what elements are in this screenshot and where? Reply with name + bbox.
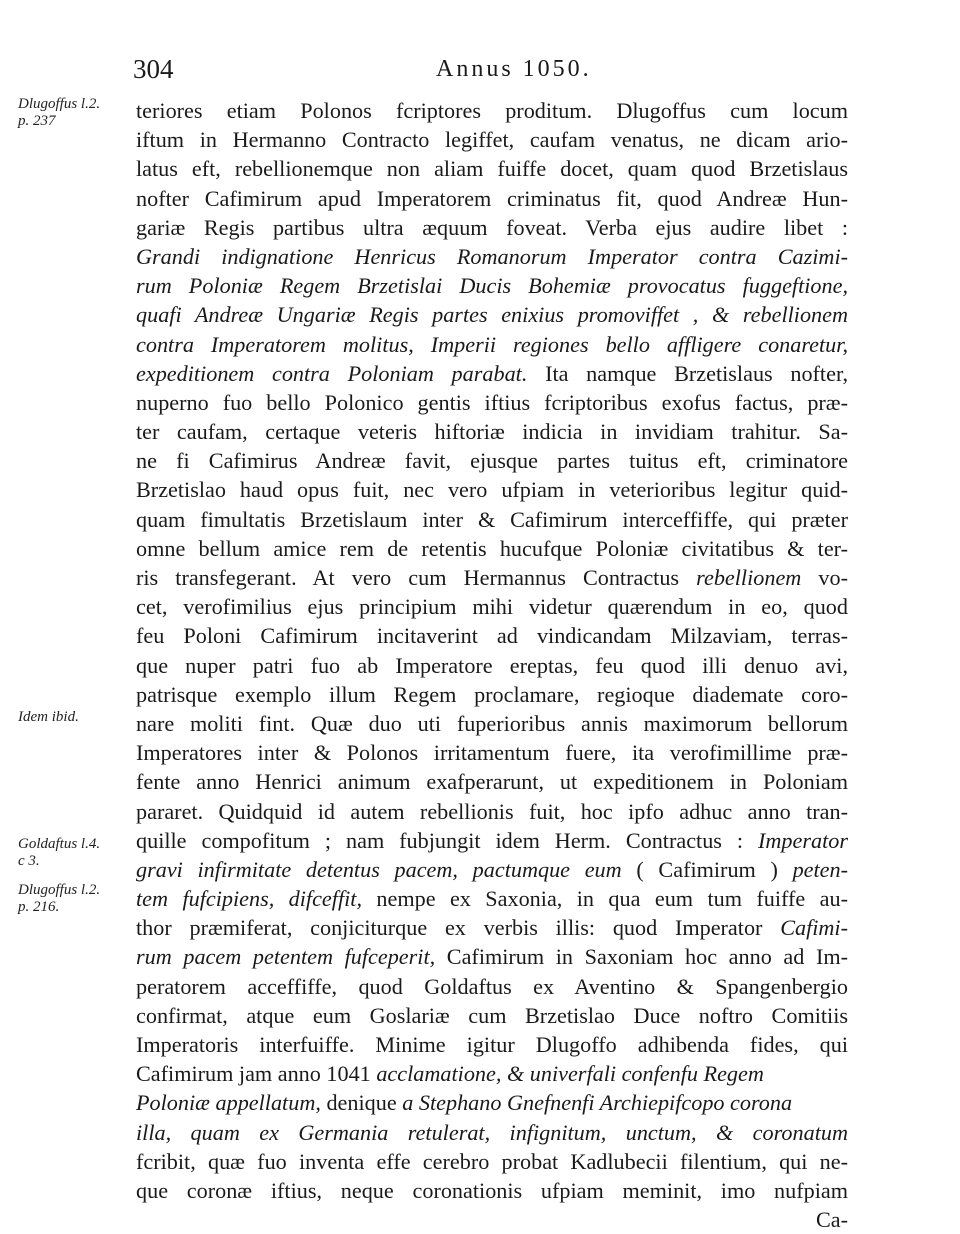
text-line xyxy=(136,184,848,213)
text-span: Ca- xyxy=(815,1207,848,1233)
italic-text: contra Imperatorem molitus, Imperii regiones bello affligere conaretur, xyxy=(136,331,848,357)
text-line xyxy=(136,884,848,913)
text-line xyxy=(136,1088,848,1117)
text-span: thor præmiferat, conjiciturque ex verbis illis: quod Imperator xyxy=(136,915,781,941)
italic-text: expeditionem contra Poloniam parabat. xyxy=(136,360,528,386)
text-span: nempe ex Saxonia, in qua eum tum fuiffe au- xyxy=(362,886,848,912)
text-line xyxy=(136,942,848,971)
text-span: confirmat, atque eum Goslariæ cum Brzetislao Duce noftro Comitiis xyxy=(136,1002,848,1028)
text-line xyxy=(136,242,848,271)
text-span: Imperatoris interfuiffe. Minime igitur Dlugoffo adhibenda fides, qui xyxy=(136,1032,848,1057)
text-line xyxy=(136,359,848,388)
text-line xyxy=(136,563,848,592)
page-number: 304 xyxy=(133,54,174,84)
italic-text: tem fufcipiens, difceffit, xyxy=(136,886,362,912)
italic-text: acclamatione, & univerfali confenfu Regem xyxy=(376,1061,764,1087)
text-line xyxy=(136,651,848,680)
text-span: cet, verofimilius ejus principium mihi videtur quærendum in eo, quod xyxy=(136,594,848,620)
text-line xyxy=(136,1030,848,1059)
italic-text: Poloniæ appellatum xyxy=(136,1090,316,1116)
text-line xyxy=(136,767,848,796)
text-span: ter caufam, certaque veteris hiftoriæ indicia in invidiam trahitur. Sa- xyxy=(136,419,848,445)
text-line xyxy=(136,505,848,534)
text-line xyxy=(136,621,848,650)
text-line xyxy=(136,913,848,942)
margin-note-line: Goldaftus l.4. xyxy=(18,836,101,852)
text-line xyxy=(136,1205,848,1234)
italic-text: Imperator xyxy=(758,827,848,853)
text-line xyxy=(136,1001,848,1030)
italic-text: Grandi indignatione Henricus Romanorum Imperator contra Cazimi- xyxy=(136,243,848,269)
text-line xyxy=(136,96,848,125)
italic-text: rum pacem petentem fufceperit, xyxy=(136,944,436,970)
text-span: nofter Cafimirum apud Imperatorem criminatus fit, quod Andreæ Hun- xyxy=(136,185,848,211)
text-span: que coronæ iftius, neque coronationis ufpiam meminit, imo nufpiam xyxy=(136,1177,848,1203)
text-line xyxy=(136,1147,848,1176)
text-span: peratorem acceffiffe, quod Goldaftus ex Aventino & Spangenbergio xyxy=(136,973,848,999)
margin-note-line: c 3. xyxy=(18,853,40,869)
text-line xyxy=(136,388,848,417)
running-title: Annus 1050. xyxy=(436,56,592,82)
text-span: vo- xyxy=(801,565,848,590)
text-span: Cafimirum in Saxoniam hoc anno ad Im- xyxy=(435,944,848,970)
text-span: nuperno fuo bello Polonico gentis iftius fcriptoribus exofus factus, præ- xyxy=(136,389,848,415)
text-span: , denique xyxy=(315,1090,403,1116)
text-line xyxy=(136,330,848,359)
text-span: ne fi Cafimirus Andreæ favit, ejusque partes tuitus eft, criminatore xyxy=(136,448,848,474)
margin-note-line: p. 237 xyxy=(18,113,56,129)
text-span: omne bellum amice rem de retentis hucufque Poloniæ civitatibus & ter- xyxy=(136,535,848,561)
italic-text: Cafimi- xyxy=(780,915,848,941)
text-line xyxy=(136,446,848,475)
text-line xyxy=(136,417,848,446)
italic-text: quafi Andreæ Ungariæ Regis partes enixius promoviffet , & rebellionem xyxy=(136,302,848,328)
text-line xyxy=(136,534,848,563)
text-line xyxy=(136,1118,848,1147)
text-span: fcribit, quæ fuo inventa effe cerebro probat Kadlubecii filentium, qui ne- xyxy=(136,1148,848,1174)
text-line xyxy=(136,271,848,300)
italic-text: peten- xyxy=(792,856,848,882)
text-line xyxy=(136,826,848,855)
text-span: Cafimirum jam anno 1041 xyxy=(136,1061,377,1087)
body-text xyxy=(136,96,848,1234)
text-span: ( Cafimirum ) xyxy=(621,856,793,882)
text-line xyxy=(136,738,848,767)
text-line xyxy=(136,709,848,738)
italic-text: rebellionem xyxy=(696,565,802,590)
page-header xyxy=(0,54,960,94)
margin-note xyxy=(18,96,136,130)
text-span: Brzetislao haud opus fuit, nec vero ufpiam in veterioribus legitur quid- xyxy=(136,477,848,503)
italic-text: gravi infirmitate detentus pacem, pactumque eum xyxy=(136,856,622,882)
margin-note xyxy=(18,882,136,916)
text-line xyxy=(136,680,848,709)
text-span: pararet. Quidquid id autem rebellionis fuit, hoc ipfo adhuc anno tran- xyxy=(136,798,848,824)
text-line xyxy=(136,972,848,1001)
text-line xyxy=(136,1176,848,1205)
text-line xyxy=(136,855,848,884)
text-line xyxy=(136,300,848,329)
text-span: que nuper patri fuo ab Imperatore ereptas, feu quod illi denuo avi, xyxy=(136,652,848,678)
text-span: teriores etiam Polonos fcriptores proditum. Dlugoffus cum locum xyxy=(136,98,848,123)
margin-note xyxy=(18,836,136,870)
margin-note-line: Dlugoffus l.2. xyxy=(18,882,101,898)
italic-text: a Stephano Gnefnenfi Archiepifcopo corona xyxy=(402,1090,793,1116)
margin-note-line: p. 216. xyxy=(18,899,60,915)
text-span: Imperatores inter & Polonos irritamentum fuere, ita verofimillime præ- xyxy=(136,740,848,766)
margin-note-line: Idem ibid. xyxy=(18,709,79,725)
text-span: latus eft, rebellionemque non aliam fuiffe docet, quam quod Brzetislaus xyxy=(136,156,848,182)
text-span: Ita namque Brzetislaus nofter, xyxy=(527,360,848,386)
margin-note-line: Dlugoffus l.2. xyxy=(18,96,101,112)
text-line xyxy=(136,797,848,826)
text-line xyxy=(136,154,848,183)
text-span: quam fimultatis Brzetislaum inter & Cafimirum interceffiffe, qui præter xyxy=(136,506,848,532)
text-line xyxy=(136,1059,848,1088)
text-span: feu Poloni Cafimirum incitaverint ad vindicandam Milzaviam, terras- xyxy=(136,623,848,649)
text-span: ris transfegerant. At vero cum Hermannus Contractus xyxy=(136,565,697,590)
text-line xyxy=(136,475,848,504)
text-span: patrisque exemplo illum Regem proclamare, regioque diademate coro- xyxy=(136,681,848,707)
text-span: nare moliti fint. Quæ duo uti fuperioribus annis maximorum bellorum xyxy=(136,710,848,736)
margin-note xyxy=(18,709,136,726)
text-line xyxy=(136,592,848,621)
text-span: iftum in Hermanno Contracto legiffet, caufam venatus, ne dicam ario- xyxy=(136,127,848,153)
text-line xyxy=(136,213,848,242)
text-line xyxy=(136,125,848,154)
text-span: gariæ Regis partibus ultra æquum foveat. Verba ejus audire libet : xyxy=(136,214,848,240)
italic-text: rum Poloniæ Regem Brzetislai Ducis Bohemiæ provocatus fuggeftione, xyxy=(136,273,848,299)
text-span: fente anno Henrici animum exafperarunt, ut expeditionem in Poloniam xyxy=(136,769,848,795)
italic-text: illa, quam ex Germania retulerat, infignitum, unctum, & coronatum xyxy=(136,1119,848,1145)
text-span: quille compofitum ; nam fubjungit idem Herm. Contractus : xyxy=(136,827,759,853)
